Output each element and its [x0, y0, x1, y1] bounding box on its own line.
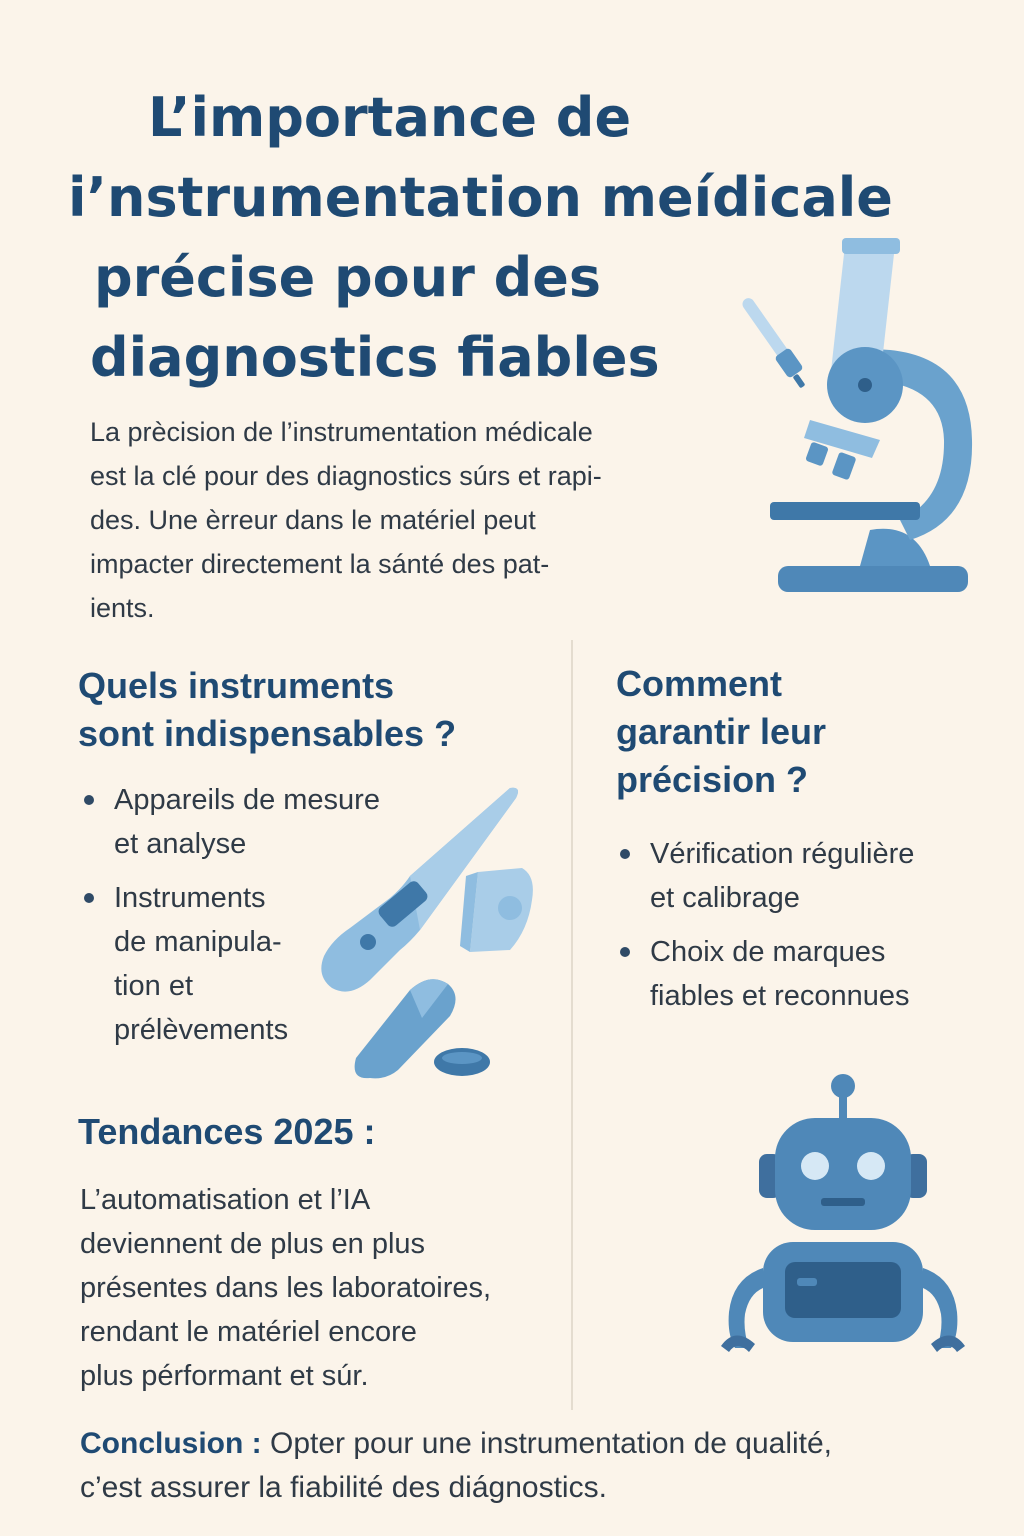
conclusion-line: c’est assurer la fiabilité des diágnostics.	[80, 1471, 607, 1504]
conclusion-label: Conclusion :	[80, 1427, 262, 1460]
intro-line: impacter directement la sánté des pat-	[90, 549, 550, 579]
trends-line: L’automatisation et l’IA	[80, 1184, 371, 1216]
trends-line: plus pérformant et súr.	[80, 1360, 369, 1392]
trends-heading	[78, 1108, 375, 1156]
intro-paragraph	[90, 410, 770, 630]
robot-icon	[715, 1072, 975, 1362]
intro-line: ients.	[90, 593, 155, 623]
list-item-line: de manipula-	[114, 926, 282, 958]
title-line: i’nstrumentation meídicale	[68, 166, 893, 229]
right-section-heading	[616, 660, 826, 804]
list-item-line: Appareils de mesure	[114, 784, 380, 816]
heading-line: Comment	[616, 663, 783, 704]
column-divider	[571, 640, 573, 1410]
heading-line: précision ?	[616, 759, 809, 800]
heading-line: Tendances 2025 :	[78, 1111, 376, 1152]
list-item-line: Vérification régulière	[650, 838, 915, 870]
intro-line: est la clé pour des diagnostics súrs et rapi-	[90, 461, 602, 491]
list-item	[618, 832, 1008, 920]
list-item-line: tion et	[114, 970, 193, 1002]
list-item-line: Instruments	[114, 882, 266, 914]
precision-list	[618, 832, 1008, 1028]
title-line: L’importance de	[148, 86, 632, 149]
heading-line: garantir leur	[616, 711, 827, 752]
trends-line: rendant le matériel encore	[80, 1316, 417, 1348]
intro-line: La prècision de l’instrumentation médicale	[90, 417, 593, 447]
trends-paragraph	[80, 1178, 560, 1398]
conclusion-paragraph	[80, 1422, 1000, 1510]
heading-line: Quels instruments	[78, 665, 395, 706]
conclusion-line	[80, 1422, 1000, 1466]
list-item	[618, 930, 1008, 1018]
list-item-line: Choix de marques	[650, 936, 886, 968]
heading-line: sont indispensables ?	[78, 713, 457, 754]
title-line: précise pour des	[94, 246, 602, 309]
microscope-icon	[740, 230, 990, 600]
list-item-line: fiables et reconnues	[650, 980, 910, 1012]
list-item-line: et analyse	[114, 828, 247, 860]
list-item-line: prélèvements	[114, 1014, 289, 1046]
left-section-heading	[78, 662, 456, 758]
conclusion-text: Opter pour une instrumentation de qualité,	[261, 1427, 833, 1460]
intro-line: des. Une èrreur dans le matériel peut	[90, 505, 536, 535]
medical-instruments-icon	[310, 780, 550, 1090]
trends-line: deviennent de plus en plus	[80, 1228, 426, 1260]
title-line: diagnostics fiables	[90, 326, 660, 389]
list-item-line: et calibrage	[650, 882, 800, 914]
trends-line: présentes dans les laboratoires,	[80, 1272, 492, 1304]
